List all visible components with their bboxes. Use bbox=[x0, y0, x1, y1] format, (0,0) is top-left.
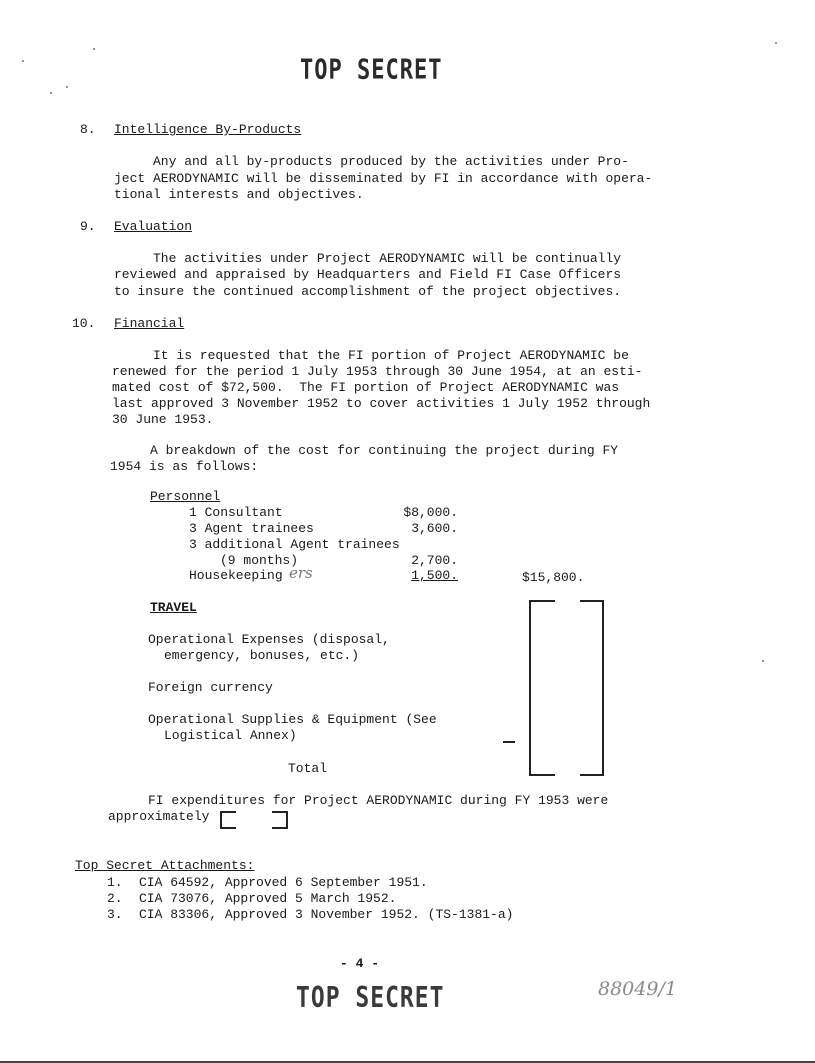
budget-item-label: (9 months) bbox=[220, 553, 299, 568]
section-8-line: Any and all by-products produced by the activities under Pro- bbox=[153, 154, 629, 169]
document-number: 88049/1 bbox=[598, 978, 677, 1000]
redaction-bracket-left bbox=[529, 600, 555, 776]
section-10-para2-line: A breakdown of the cost for continuing the project during FY bbox=[150, 443, 619, 458]
section-10-number: 10. bbox=[72, 316, 96, 331]
operational-supplies-line: Logistical Annex) bbox=[164, 728, 297, 743]
budget-item-label: 1 Consultant bbox=[189, 505, 283, 520]
scan-speck bbox=[50, 92, 52, 94]
attachments-heading: Top Secret Attachments: bbox=[75, 858, 255, 873]
total-label: Total bbox=[288, 761, 328, 776]
scan-speck bbox=[762, 660, 764, 662]
fy1953-line: approximately bbox=[108, 809, 210, 824]
attachment-number: 3. bbox=[107, 907, 123, 922]
section-10-title: Financial bbox=[114, 316, 185, 331]
section-9-line: reviewed and appraised by Headquarters and Field FI Case Officers bbox=[114, 267, 622, 282]
scan-speck bbox=[66, 86, 68, 88]
operational-expenses-line: emergency, bonuses, etc.) bbox=[164, 648, 360, 663]
handwritten-annotation: ers bbox=[289, 564, 313, 582]
section-9-title: Evaluation bbox=[114, 219, 193, 234]
scan-speck bbox=[775, 42, 777, 44]
attachment-text: CIA 73076, Approved 5 March 1952. bbox=[139, 891, 397, 906]
section-10-para1-line: It is requested that the FI portion of Project AERODYNAMIC be bbox=[153, 348, 629, 363]
travel-heading: TRAVEL bbox=[150, 600, 197, 615]
personnel-heading: Personnel bbox=[150, 489, 221, 504]
page-number: - 4 - bbox=[340, 956, 380, 971]
redaction-tick bbox=[503, 741, 515, 743]
section-10-para1-line: last approved 3 November 1952 to cover activities 1 July 1952 through bbox=[112, 396, 651, 411]
section-8-line: ject AERODYNAMIC will be disseminated by FI in accordance with opera- bbox=[114, 171, 653, 186]
budget-item-amount: 3,600. bbox=[411, 521, 458, 536]
personnel-total: $15,800. bbox=[522, 570, 585, 585]
section-9-line: to insure the continued accomplishment of the project objectives. bbox=[114, 284, 622, 299]
attachment-number: 1. bbox=[107, 875, 123, 890]
budget-item-amount: $8,000. bbox=[403, 505, 458, 520]
budget-item-label: 3 Agent trainees bbox=[189, 521, 314, 536]
attachment-number: 2. bbox=[107, 891, 123, 906]
footer-classification-stamp: TOP SECRET bbox=[296, 981, 445, 1015]
scan-speck bbox=[93, 48, 95, 50]
redaction-mark-left bbox=[220, 811, 236, 829]
section-9-number: 9. bbox=[80, 219, 96, 234]
section-10-para1-line: renewed for the period 1 July 1953 through 30 June 1954, at an esti- bbox=[112, 364, 643, 379]
operational-expenses-line: Operational Expenses (disposal, bbox=[148, 632, 390, 647]
redaction-mark-right bbox=[272, 811, 288, 829]
section-8-title: Intelligence By-Products bbox=[114, 122, 302, 137]
attachment-text: CIA 64592, Approved 6 September 1951. bbox=[139, 875, 428, 890]
section-8-number: 8. bbox=[80, 122, 96, 137]
scan-speck bbox=[22, 60, 24, 62]
section-9-line: The activities under Project AERODYNAMIC will be continually bbox=[153, 251, 622, 266]
section-10-para2-line: 1954 is as follows: bbox=[110, 459, 259, 474]
section-8-line: tional interests and objectives. bbox=[114, 187, 364, 202]
budget-item-amount: 2,700. bbox=[411, 553, 458, 568]
section-10-para1-line: 30 June 1953. bbox=[112, 412, 214, 427]
redaction-bracket-right bbox=[580, 600, 604, 776]
budget-item-amount: 1,500. bbox=[411, 568, 458, 583]
section-10-para1-line: mated cost of $72,500. The FI portion of Project AERODYNAMIC was bbox=[112, 380, 620, 395]
budget-item-label: Housekeeping bbox=[189, 568, 283, 583]
budget-item-label: 3 additional Agent trainees bbox=[189, 537, 400, 552]
header-classification-stamp: TOP SECRET bbox=[300, 54, 443, 87]
operational-supplies-line: Operational Supplies & Equipment (See bbox=[148, 712, 437, 727]
attachment-text: CIA 83306, Approved 3 November 1952. (TS-1381-a) bbox=[139, 907, 514, 922]
fy1953-line: FI expenditures for Project AERODYNAMIC during FY 1953 were bbox=[148, 793, 609, 808]
foreign-currency-label: Foreign currency bbox=[148, 680, 273, 695]
